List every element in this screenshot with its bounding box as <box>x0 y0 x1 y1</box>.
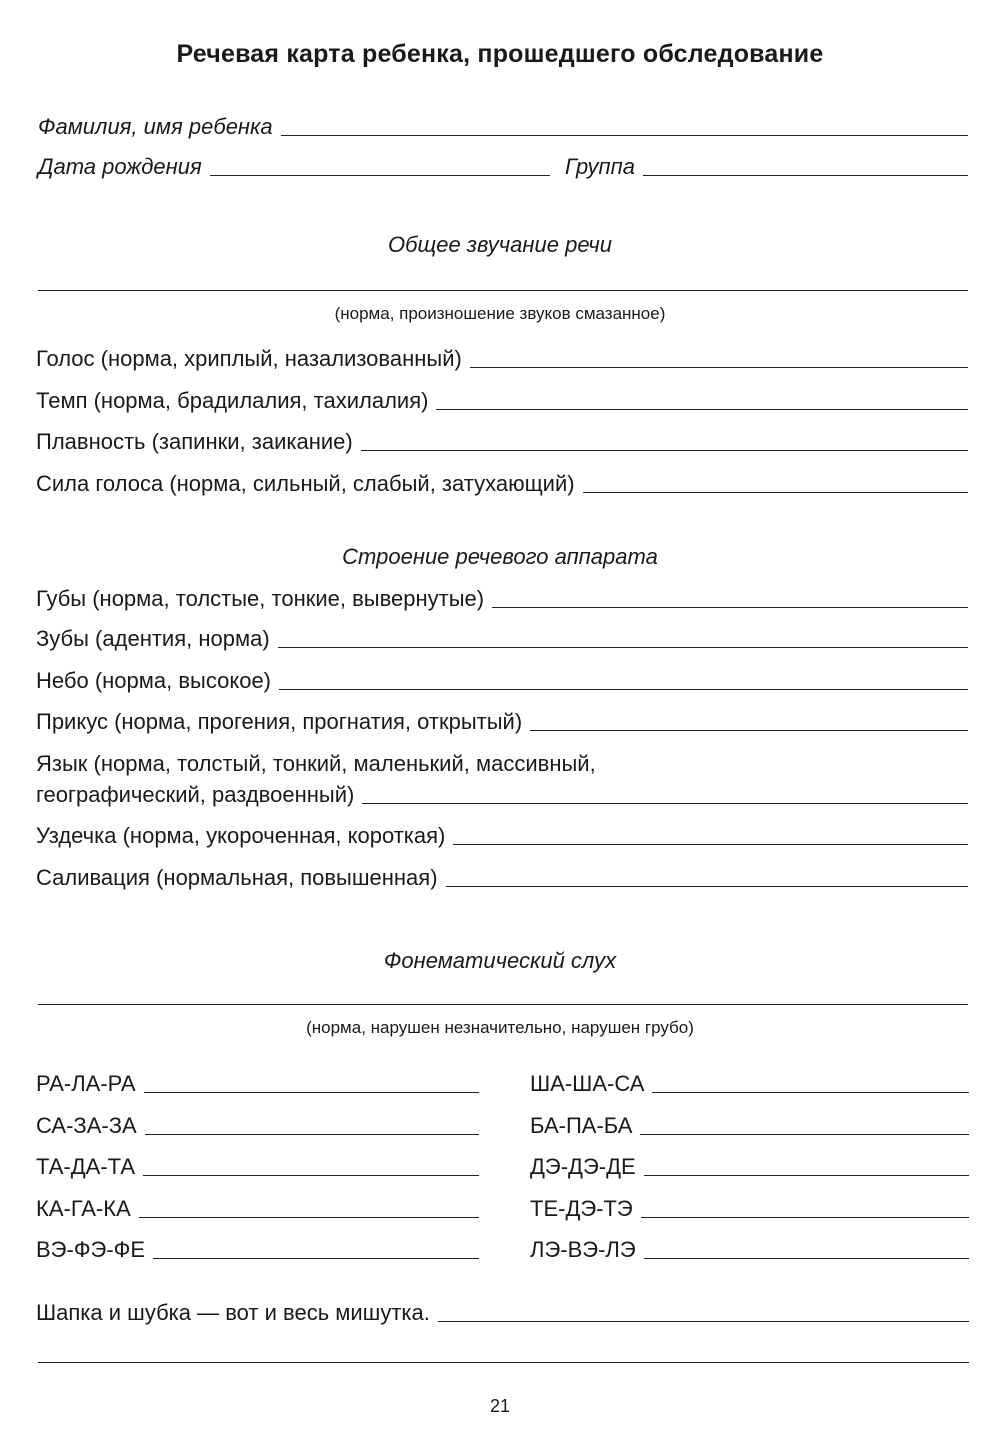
syllable-label: ВЭ-ФЭ-ФЕ <box>36 1237 146 1262</box>
tongue-field[interactable] <box>362 802 968 804</box>
syllable-field[interactable] <box>652 1091 969 1093</box>
bite-field[interactable] <box>530 729 968 731</box>
syllable-row <box>530 1113 969 1139</box>
syllable-row <box>36 1071 479 1097</box>
general-field[interactable] <box>38 290 968 291</box>
salivation-field[interactable] <box>446 885 968 887</box>
syllable-field[interactable] <box>139 1216 479 1218</box>
fluency-label: Плавность (запинки, заикание) <box>36 429 353 454</box>
teeth-label: Зубы (адентия, норма) <box>36 626 270 651</box>
group-label: Группа <box>565 154 635 179</box>
birth-date-field[interactable] <box>210 174 550 176</box>
group-field[interactable] <box>643 174 968 176</box>
page-title: Речевая карта ребенка, прошедшего обследование <box>176 40 824 68</box>
fluency-field[interactable] <box>361 449 968 451</box>
salivation-row <box>36 865 968 891</box>
palate-field[interactable] <box>279 688 968 690</box>
syllable-field[interactable] <box>153 1257 479 1259</box>
syllable-row <box>36 1113 479 1139</box>
voice-field[interactable] <box>470 366 968 368</box>
child-name-label: Фамилия, имя ребенка <box>38 114 273 139</box>
phrase-label: Шапка и шубка — вот и весь мишутка. <box>36 1300 430 1325</box>
syllable-label: КА-ГА-КА <box>36 1196 131 1221</box>
syllable-field[interactable] <box>641 1216 969 1218</box>
syllable-label: ЛЭ-ВЭ-ЛЭ <box>530 1237 636 1262</box>
syllable-row <box>530 1196 969 1222</box>
syllable-row <box>36 1154 479 1180</box>
voice-row <box>36 346 968 372</box>
bite-label: Прикус (норма, прогения, прогнатия, открытый) <box>36 709 523 734</box>
fluency-row <box>36 429 968 455</box>
apparatus-heading: Строение речевого аппарата <box>342 544 658 569</box>
syllable-field[interactable] <box>144 1091 479 1093</box>
syllable-row <box>530 1237 969 1263</box>
tongue-label-line1 <box>36 751 596 777</box>
page-number: 21 <box>489 1396 511 1416</box>
salivation-label: Саливация (нормальная, повышенная) <box>36 865 438 890</box>
tongue-label: Язык (норма, толстый, тонкий, маленький, массивный, <box>36 751 596 776</box>
frenulum-label: Уздечка (норма, укороченная, короткая) <box>36 823 446 848</box>
syllable-label: ДЭ-ДЭ-ДЕ <box>530 1154 636 1179</box>
phonemic-field[interactable] <box>38 1004 968 1005</box>
bite-row <box>36 709 968 735</box>
tempo-label: Темп (норма, брадилалия, тахилалия) <box>36 388 429 413</box>
syllable-label: ТА-ДА-ТА <box>36 1154 135 1179</box>
palate-label: Небо (норма, высокое) <box>36 668 272 693</box>
teeth-row <box>36 626 968 652</box>
syllable-label: СА-ЗА-ЗА <box>36 1113 137 1138</box>
tempo-row <box>36 388 968 414</box>
lips-label: Губы (норма, толстые, тонкие, вывернутые) <box>36 586 485 611</box>
voice-label: Голос (норма, хриплый, назализованный) <box>36 346 462 371</box>
syllable-row <box>530 1154 969 1180</box>
lips-field[interactable] <box>492 606 968 608</box>
frenulum-field[interactable] <box>453 843 968 845</box>
syllable-field[interactable] <box>143 1174 479 1176</box>
voice-strength-field[interactable] <box>583 491 968 493</box>
general-heading: Общее звучание речи <box>388 232 612 257</box>
phonemic-heading: Фонематический слух <box>383 948 617 973</box>
syllable-label: РА-ЛА-РА <box>36 1071 136 1096</box>
voice-strength-row <box>36 471 968 497</box>
syllable-row <box>36 1237 479 1263</box>
group-row <box>565 154 968 180</box>
phrase-field[interactable] <box>438 1320 969 1322</box>
syllable-field[interactable] <box>640 1133 969 1135</box>
teeth-field[interactable] <box>278 646 968 648</box>
child-name-row <box>38 114 968 140</box>
phrase-row <box>36 1300 969 1326</box>
tongue-label-cont: географический, раздвоенный) <box>36 782 355 807</box>
voice-strength-label: Сила голоса (норма, сильный, слабый, затухающий) <box>36 471 575 496</box>
lips-row <box>36 586 968 612</box>
tongue-row <box>36 782 968 808</box>
birth-date-label: Дата рождения <box>38 154 202 179</box>
syllable-field[interactable] <box>644 1257 969 1259</box>
phonemic-hint: (норма, нарушен незначительно, нарушен грубо) <box>306 1018 694 1037</box>
palate-row <box>36 668 968 694</box>
birth-date-row <box>38 154 550 180</box>
syllable-label: ША-ША-СА <box>530 1071 645 1096</box>
syllable-row <box>36 1196 479 1222</box>
syllable-row <box>530 1071 969 1097</box>
tempo-field[interactable] <box>436 408 968 410</box>
syllable-label: БА-ПА-БА <box>530 1113 633 1138</box>
frenulum-row <box>36 823 968 849</box>
general-hint: (норма, произношение звуков смазанное) <box>334 304 666 323</box>
child-name-field[interactable] <box>281 134 968 136</box>
syllable-label: ТЕ-ДЭ-ТЭ <box>530 1196 633 1221</box>
syllable-field[interactable] <box>145 1133 479 1135</box>
syllable-field[interactable] <box>644 1174 969 1176</box>
phrase-field-extra[interactable] <box>38 1362 969 1363</box>
